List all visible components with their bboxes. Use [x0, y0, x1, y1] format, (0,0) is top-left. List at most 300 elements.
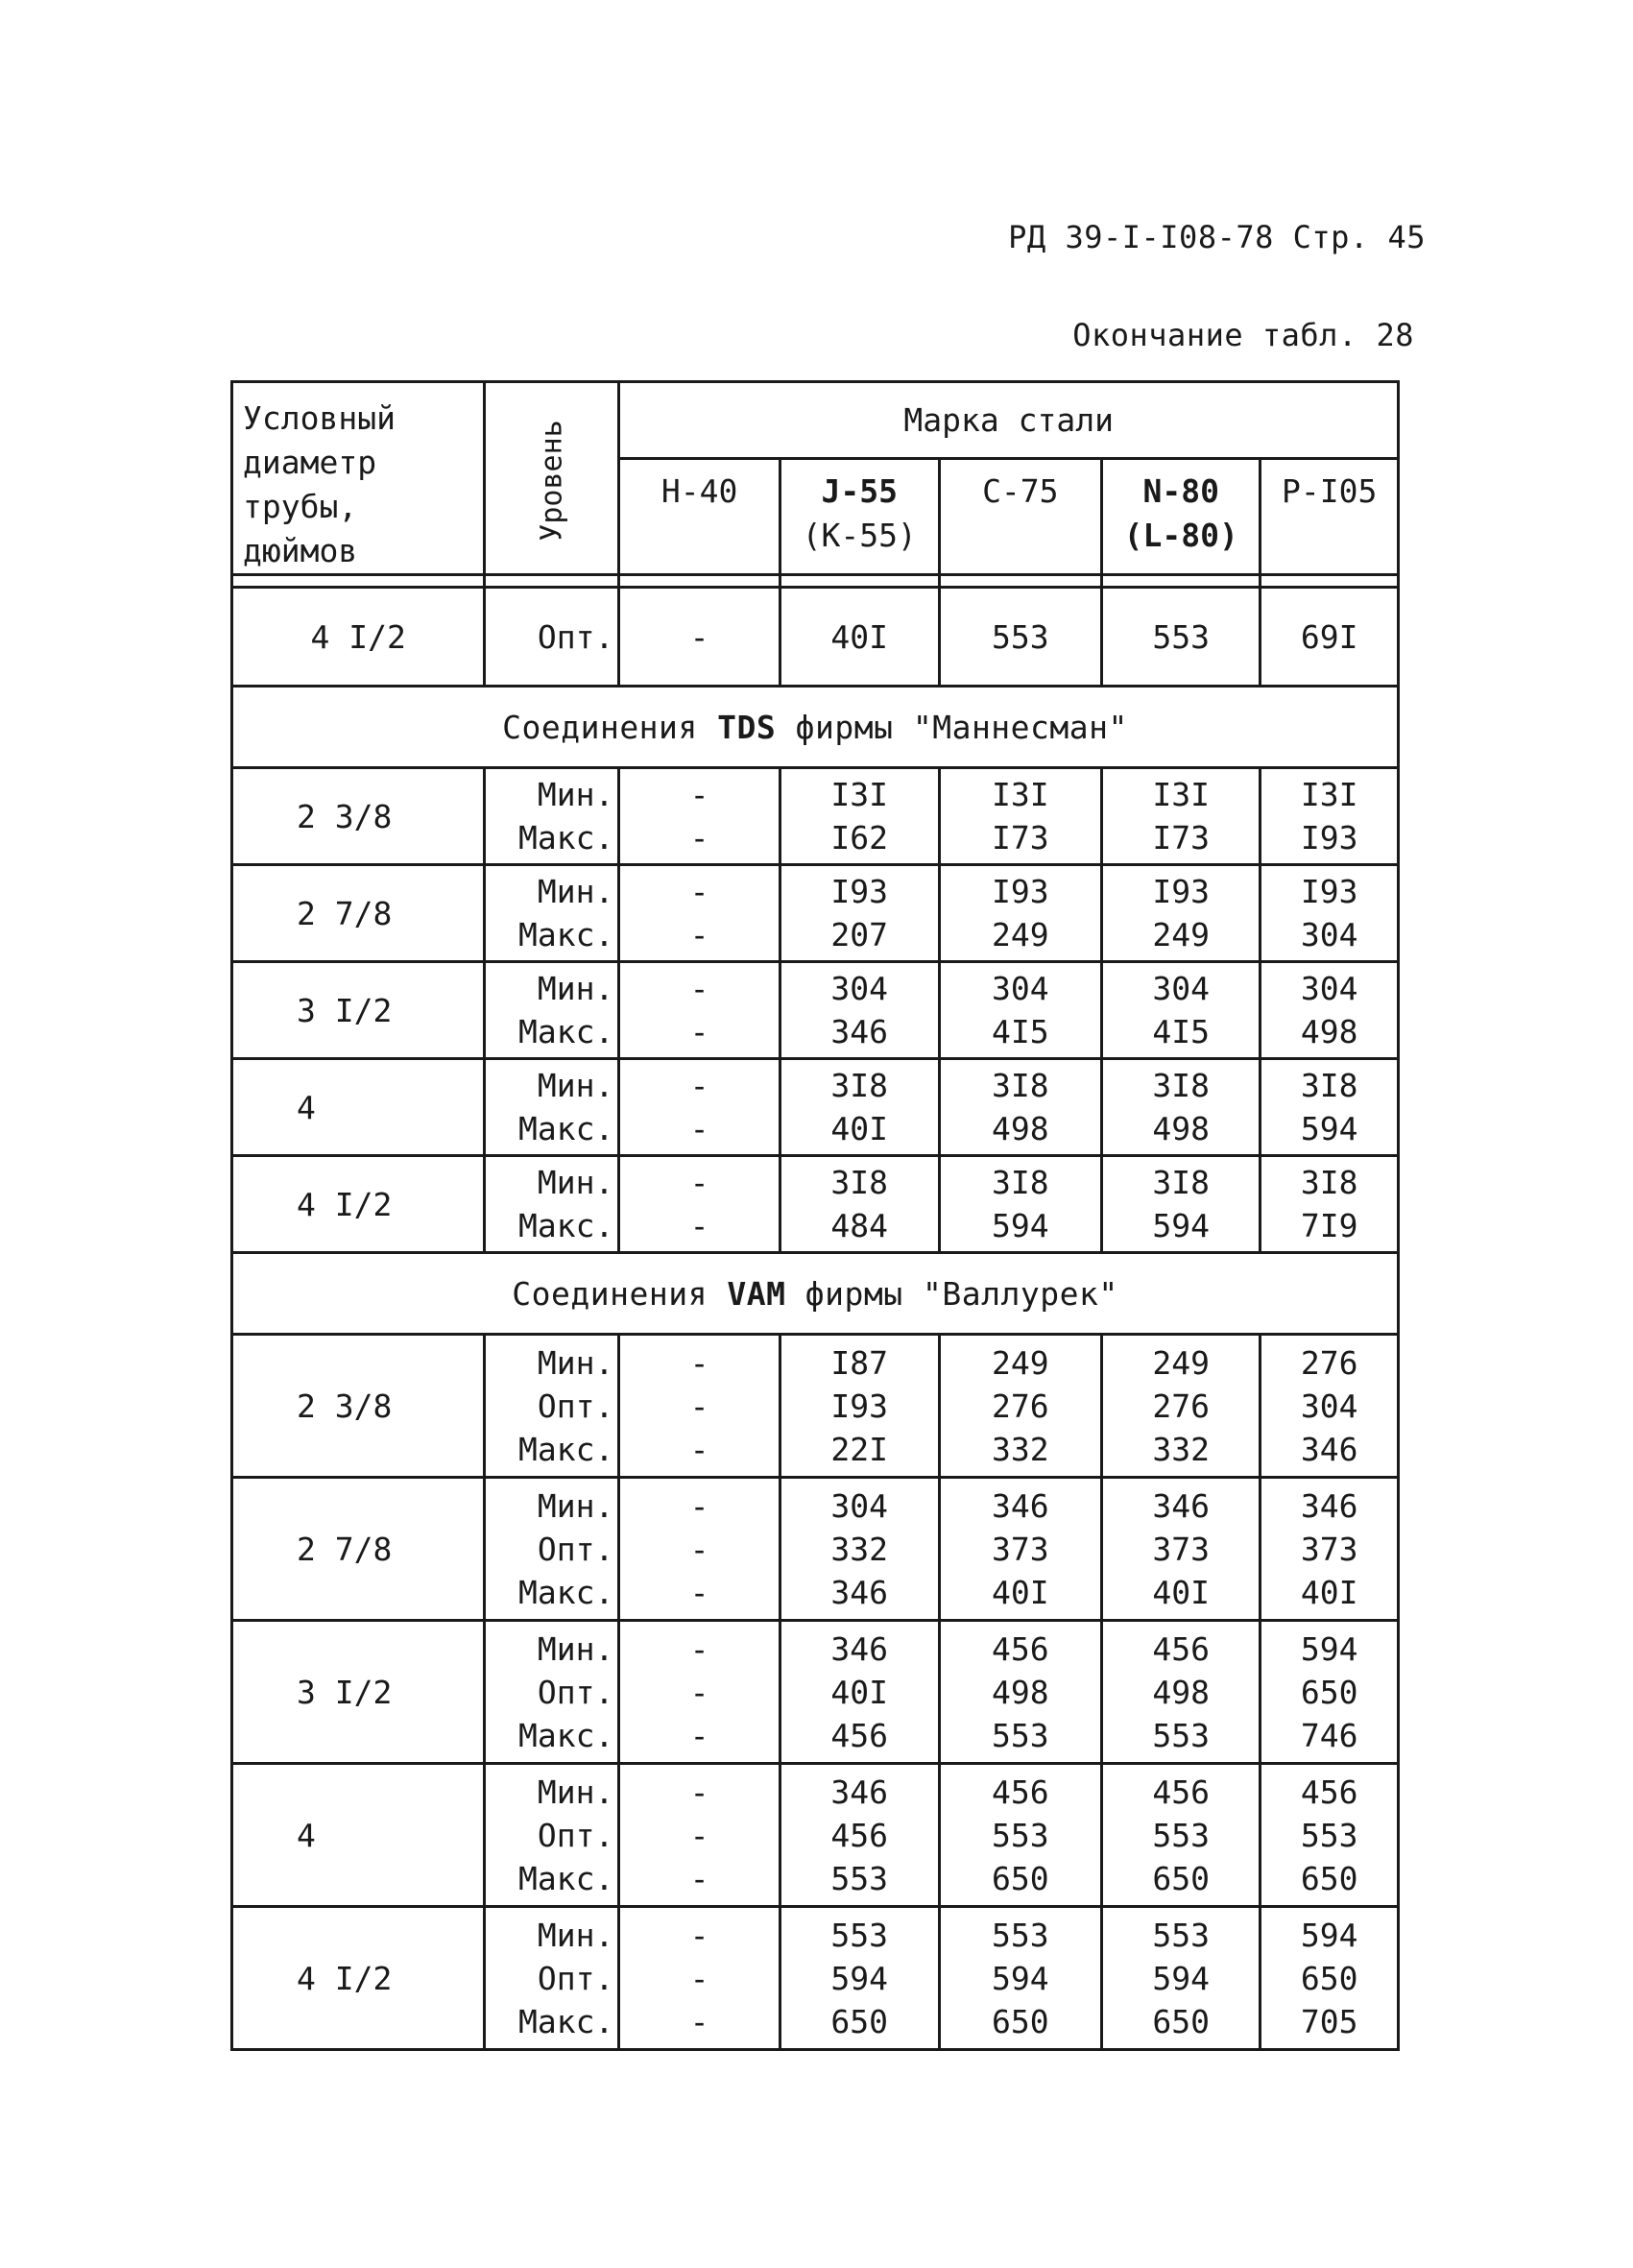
value-text: 276	[1300, 1343, 1358, 1382]
value-text: I62	[830, 819, 889, 857]
table-row	[232, 1764, 1399, 1907]
level-value: Опт.	[537, 1959, 614, 1997]
level-value: Опт.	[537, 1530, 614, 1568]
diameter-value: 4 I/2	[310, 617, 406, 656]
table-row	[232, 1059, 1399, 1156]
value-text: 249	[992, 916, 1049, 953]
value-stack	[781, 1771, 938, 1900]
value-stack	[941, 1628, 1100, 1757]
value-text: 346	[1300, 1430, 1358, 1468]
value-stack	[620, 1161, 778, 1247]
value-text: 650	[1300, 1959, 1358, 1997]
value-text: 553	[1300, 1816, 1358, 1854]
value-cell	[619, 1478, 780, 1621]
value-stack	[781, 1064, 938, 1150]
value-stack	[620, 1484, 778, 1614]
value-text: 553	[1152, 1816, 1211, 1854]
value-cell	[1102, 865, 1261, 962]
table-header	[232, 382, 1399, 575]
value-stack	[620, 1341, 778, 1471]
value-text: -	[689, 1530, 709, 1568]
table-row	[232, 1156, 1399, 1253]
value-text: 498	[1152, 1110, 1211, 1147]
value-stack	[1103, 1161, 1259, 1247]
level-stack	[486, 1628, 613, 1757]
value-cell	[1102, 1907, 1261, 2050]
value-text: -	[689, 1013, 709, 1050]
value-text: 40I	[1152, 1573, 1211, 1611]
column-header-level-label: Уровень	[535, 419, 569, 542]
value-text: 594	[992, 1959, 1049, 1997]
value-stack	[941, 1914, 1100, 2043]
value-cell	[1261, 1335, 1399, 1478]
value-text: 553	[992, 617, 1049, 656]
value-text: -	[689, 617, 709, 656]
diameter-cell	[232, 768, 485, 865]
value-text: I93	[1152, 873, 1211, 910]
diameter-value: 2 7/8	[297, 894, 393, 932]
value-stack	[941, 1341, 1100, 1471]
separator-cell	[1102, 575, 1261, 588]
section-title-prefix: Соединения	[502, 708, 718, 746]
value-cell	[1102, 588, 1261, 687]
value-cell	[619, 1764, 780, 1907]
column-header-grade	[939, 458, 1101, 574]
value-cell	[619, 1621, 780, 1764]
value-stack	[1261, 1771, 1397, 1900]
value-text: 650	[1152, 1859, 1211, 1897]
level-value: Макс.	[518, 819, 614, 857]
value-cell	[1102, 1764, 1261, 1907]
grade-name: С-75	[982, 471, 1059, 510]
section-title-prefix: Соединения	[512, 1274, 728, 1313]
value-text: 332	[1152, 1430, 1211, 1468]
value-text: -	[689, 873, 709, 910]
value-cell	[939, 1764, 1101, 1907]
value-stack	[941, 1064, 1100, 1150]
value-stack	[1103, 1064, 1259, 1150]
value-text: 594	[1300, 1916, 1358, 1954]
separator-cell	[232, 575, 485, 588]
column-header-diameter-line: трубы, дюймов	[243, 488, 358, 569]
value-stack	[1261, 1341, 1397, 1471]
value-text: 456	[830, 1816, 889, 1854]
value-cell	[780, 1764, 939, 1907]
value-text: 553	[992, 1916, 1049, 1954]
value-cell	[780, 1907, 939, 2050]
value-text: -	[689, 1343, 709, 1382]
value-text: 498	[992, 1673, 1049, 1711]
section-title	[232, 1253, 1399, 1335]
level-cell	[485, 1621, 619, 1764]
document-reference: РД 39-I-I08-78 Стр. 45	[1008, 219, 1426, 255]
grade-name: P-I05	[1282, 471, 1378, 510]
value-text: 346	[992, 1486, 1049, 1525]
value-text: -	[689, 916, 709, 953]
level-value: Мин.	[537, 970, 614, 1007]
value-text: 553	[1152, 1716, 1211, 1754]
value-cell	[1102, 1156, 1261, 1253]
column-group-header-steel-grade: Марка стали	[619, 382, 1399, 459]
level-stack	[486, 1341, 613, 1471]
level-stack	[486, 773, 613, 859]
value-text: -	[689, 1916, 709, 1954]
value-stack	[1103, 1914, 1259, 2043]
value-text: 3I8	[830, 1067, 889, 1104]
value-text: 304	[830, 1486, 889, 1525]
value-cell	[939, 1335, 1101, 1478]
separator-cell	[780, 575, 939, 588]
section-row	[232, 1253, 1399, 1335]
value-text: 373	[1300, 1530, 1358, 1568]
level-cell	[485, 1478, 619, 1621]
value-cell	[780, 1478, 939, 1621]
value-text: I93	[1300, 819, 1358, 857]
value-stack	[620, 1628, 778, 1757]
value-text: 346	[1152, 1486, 1211, 1525]
value-text: 456	[992, 1773, 1049, 1811]
value-cell	[1102, 962, 1261, 1059]
value-text: 3I8	[992, 1164, 1049, 1201]
value-text: 4I5	[992, 1013, 1049, 1050]
value-text: 746	[1300, 1716, 1358, 1754]
value-text: -	[689, 1486, 709, 1525]
value-text: -	[689, 2002, 709, 2040]
diameter-value: 2 7/8	[297, 1530, 393, 1568]
value-stack	[941, 967, 1100, 1053]
value-text: 304	[1152, 970, 1211, 1007]
table-row	[232, 962, 1399, 1059]
level-value: Опт.	[537, 1387, 614, 1425]
value-cell	[1261, 1478, 1399, 1621]
value-cell	[1102, 768, 1261, 865]
value-stack	[1261, 773, 1397, 859]
value-stack	[1261, 967, 1397, 1053]
value-text: 650	[830, 2002, 889, 2040]
value-text: 249	[1152, 916, 1211, 953]
value-cell	[619, 962, 780, 1059]
level-cell	[485, 865, 619, 962]
diameter-cell	[232, 1621, 485, 1764]
table-row	[232, 1907, 1399, 2050]
value-cell	[619, 865, 780, 962]
diameter-value: 2 3/8	[297, 1387, 393, 1425]
value-text: 332	[830, 1530, 889, 1568]
value-text: 304	[1300, 916, 1358, 953]
value-cell	[939, 768, 1101, 865]
value-text: 3I8	[1152, 1164, 1211, 1201]
value-text: I3I	[1300, 776, 1358, 813]
value-text: -	[689, 1673, 709, 1711]
value-stack	[620, 1064, 778, 1150]
value-text: 553	[992, 1816, 1049, 1854]
value-text: 456	[1300, 1773, 1358, 1811]
level-value: Макс.	[518, 916, 614, 953]
value-text: 7I9	[1300, 1207, 1358, 1244]
level-value: Макс.	[518, 1207, 614, 1244]
value-stack	[781, 1628, 938, 1757]
value-text: -	[689, 1110, 709, 1147]
level-stack	[486, 1161, 613, 1247]
level-value: Мин.	[537, 1486, 614, 1525]
value-text: 40I	[992, 1573, 1049, 1611]
level-value: Мин.	[537, 1916, 614, 1954]
value-stack	[620, 870, 778, 956]
value-text: 346	[830, 1013, 889, 1050]
grade-name: N-80	[1142, 471, 1219, 510]
value-text: 40I	[830, 1673, 889, 1711]
column-header-grade	[1261, 458, 1399, 574]
level-stack	[486, 1484, 613, 1614]
value-text: 456	[1152, 1629, 1211, 1668]
value-text: 249	[992, 1343, 1049, 1382]
table-row	[232, 588, 1399, 687]
table-caption: Окончание табл. 28	[1072, 317, 1414, 353]
value-text: 594	[830, 1959, 889, 1997]
value-text: 553	[992, 1716, 1049, 1754]
value-cell	[1102, 1335, 1261, 1478]
value-text: 373	[992, 1530, 1049, 1568]
diameter-cell	[232, 588, 485, 687]
value-text: 346	[830, 1629, 889, 1668]
value-cell	[780, 962, 939, 1059]
level-value: Макс.	[518, 1716, 614, 1754]
value-cell	[619, 588, 780, 687]
value-text: 346	[830, 1773, 889, 1811]
value-stack	[620, 967, 778, 1053]
value-text: 276	[1152, 1387, 1211, 1425]
value-text: 276	[992, 1387, 1049, 1425]
diameter-cell	[232, 1478, 485, 1621]
value-text: 594	[1300, 1110, 1358, 1147]
grade-alias: (К-55)	[802, 516, 917, 554]
level-value: Мин.	[537, 1343, 614, 1382]
value-text: 40I	[1300, 1573, 1358, 1611]
value-text: 40I	[830, 617, 889, 656]
value-text: -	[689, 1629, 709, 1668]
value-text: -	[689, 970, 709, 1007]
level-cell	[485, 1907, 619, 2050]
value-text: 553	[1152, 1916, 1211, 1954]
section-title-connection-type: TDS	[717, 708, 777, 746]
value-text: 3I8	[992, 1067, 1049, 1104]
value-stack	[781, 870, 938, 956]
value-text: -	[689, 1387, 709, 1425]
level-cell	[485, 588, 619, 687]
column-header-diameter	[232, 382, 485, 575]
value-text: 249	[1152, 1343, 1211, 1382]
value-cell	[619, 1059, 780, 1156]
diameter-value: 2 3/8	[297, 797, 393, 835]
value-text: 456	[1152, 1773, 1211, 1811]
diameter-value: 4 I/2	[297, 1959, 393, 1997]
diameter-cell	[232, 962, 485, 1059]
value-cell	[1102, 1059, 1261, 1156]
value-cell	[780, 768, 939, 865]
value-text: -	[689, 1773, 709, 1811]
value-text: 484	[830, 1207, 889, 1244]
grade-name: Н-40	[660, 471, 738, 510]
level-value: Мин.	[537, 1067, 614, 1104]
value-cell	[939, 865, 1101, 962]
value-stack	[941, 870, 1100, 956]
level-value: Макс.	[518, 2002, 614, 2040]
value-text: 207	[830, 916, 889, 953]
value-stack	[1103, 870, 1259, 956]
value-cell	[939, 962, 1101, 1059]
value-text: 3I8	[1300, 1067, 1358, 1104]
value-cell	[780, 1156, 939, 1253]
level-stack	[486, 1914, 613, 2043]
value-cell	[780, 588, 939, 687]
value-text: -	[689, 819, 709, 857]
value-text: I73	[1152, 819, 1211, 857]
value-text: -	[689, 1859, 709, 1897]
value-text: 3I8	[830, 1164, 889, 1201]
value-text: I93	[830, 1387, 889, 1425]
value-text: -	[689, 1207, 709, 1244]
value-stack	[941, 773, 1100, 859]
value-cell	[780, 865, 939, 962]
column-header-diameter-line: диаметр	[243, 444, 377, 481]
level-value: Макс.	[518, 1573, 614, 1611]
value-stack	[781, 773, 938, 859]
value-text: 3I8	[1300, 1164, 1358, 1201]
value-text: 22I	[830, 1430, 889, 1468]
diameter-cell	[232, 1335, 485, 1478]
value-cell	[619, 1156, 780, 1253]
value-text: -	[689, 1164, 709, 1201]
value-text: 650	[1152, 2002, 1211, 2040]
value-text: -	[689, 776, 709, 813]
value-text: -	[689, 1716, 709, 1754]
value-cell	[1102, 1478, 1261, 1621]
value-cell	[1261, 1907, 1399, 2050]
value-stack	[620, 1914, 778, 2043]
value-cell	[1261, 1764, 1399, 1907]
value-stack	[1261, 1484, 1397, 1614]
table-row	[232, 1335, 1399, 1478]
steel-grade-table	[230, 380, 1400, 2051]
level-stack	[486, 1064, 613, 1150]
level-value: Мин.	[537, 873, 614, 910]
value-stack	[620, 773, 778, 859]
level-cell	[485, 962, 619, 1059]
value-text: 498	[1152, 1673, 1211, 1711]
value-cell	[939, 588, 1101, 687]
level-cell	[485, 768, 619, 865]
value-text: 594	[1300, 1629, 1358, 1668]
value-cell	[780, 1621, 939, 1764]
value-text: 553	[830, 1916, 889, 1954]
value-text: -	[689, 1816, 709, 1854]
value-text: I87	[830, 1343, 889, 1382]
value-stack	[1103, 1628, 1259, 1757]
value-text: I93	[1300, 873, 1358, 910]
table-body	[232, 575, 1399, 2050]
level-cell	[485, 1335, 619, 1478]
value-text: 69I	[1300, 617, 1358, 656]
header-separator	[232, 575, 1399, 588]
value-text: 553	[1152, 617, 1211, 656]
column-header-grade	[619, 458, 780, 574]
separator-cell	[1261, 575, 1399, 588]
value-stack	[1103, 1341, 1259, 1471]
value-text: 650	[1300, 1859, 1358, 1897]
value-text: 594	[992, 1207, 1049, 1244]
value-stack	[1103, 967, 1259, 1053]
value-text: I93	[992, 873, 1049, 910]
diameter-value: 3 I/2	[297, 1673, 393, 1711]
value-stack	[1261, 1914, 1397, 2043]
column-header-grade	[780, 458, 939, 574]
value-cell	[1261, 1059, 1399, 1156]
value-cell	[619, 1907, 780, 2050]
diameter-cell	[232, 1059, 485, 1156]
diameter-cell	[232, 865, 485, 962]
level-stack	[486, 967, 613, 1053]
value-stack	[781, 1341, 938, 1471]
value-text: 456	[992, 1629, 1049, 1668]
value-text: 304	[830, 970, 889, 1007]
value-stack	[1261, 870, 1397, 956]
diameter-cell	[232, 1907, 485, 2050]
value-text: I93	[830, 873, 889, 910]
value-cell	[1261, 768, 1399, 865]
table-row	[232, 768, 1399, 865]
value-stack	[1261, 1628, 1397, 1757]
value-text: -	[689, 1430, 709, 1468]
level-value: Мин.	[537, 776, 614, 813]
value-cell	[1261, 1156, 1399, 1253]
value-cell	[1102, 1621, 1261, 1764]
level-cell	[485, 1156, 619, 1253]
value-text: 373	[1152, 1530, 1211, 1568]
value-stack	[620, 1771, 778, 1900]
level-value: Опт.	[537, 617, 614, 656]
value-stack	[781, 1484, 938, 1614]
value-stack	[1103, 1484, 1259, 1614]
level-stack	[486, 870, 613, 956]
value-cell	[1261, 1621, 1399, 1764]
grade-alias: (L-80)	[1123, 516, 1238, 554]
table-row	[232, 865, 1399, 962]
value-cell	[939, 1478, 1101, 1621]
level-value: Мин.	[537, 1629, 614, 1668]
value-stack	[941, 1484, 1100, 1614]
value-stack	[781, 967, 938, 1053]
value-text: I3I	[830, 776, 889, 813]
level-value: Макс.	[518, 1859, 614, 1897]
value-cell	[780, 1335, 939, 1478]
value-stack	[941, 1771, 1100, 1900]
diameter-value: 4	[297, 1088, 316, 1126]
level-stack	[486, 1771, 613, 1900]
level-value: Мин.	[537, 1164, 614, 1201]
value-text: 650	[992, 1859, 1049, 1897]
value-text: 304	[992, 970, 1049, 1007]
value-text: 498	[1300, 1013, 1358, 1050]
value-cell	[1261, 865, 1399, 962]
value-cell	[939, 1907, 1101, 2050]
section-title-manufacturer: фирмы "Маннесман"	[776, 708, 1128, 746]
value-text: 304	[1300, 1387, 1358, 1425]
value-text: 705	[1300, 2002, 1358, 2040]
value-stack	[781, 1161, 938, 1247]
table-row	[232, 1478, 1399, 1621]
value-stack	[1103, 773, 1259, 859]
level-value: Опт.	[537, 1673, 614, 1711]
